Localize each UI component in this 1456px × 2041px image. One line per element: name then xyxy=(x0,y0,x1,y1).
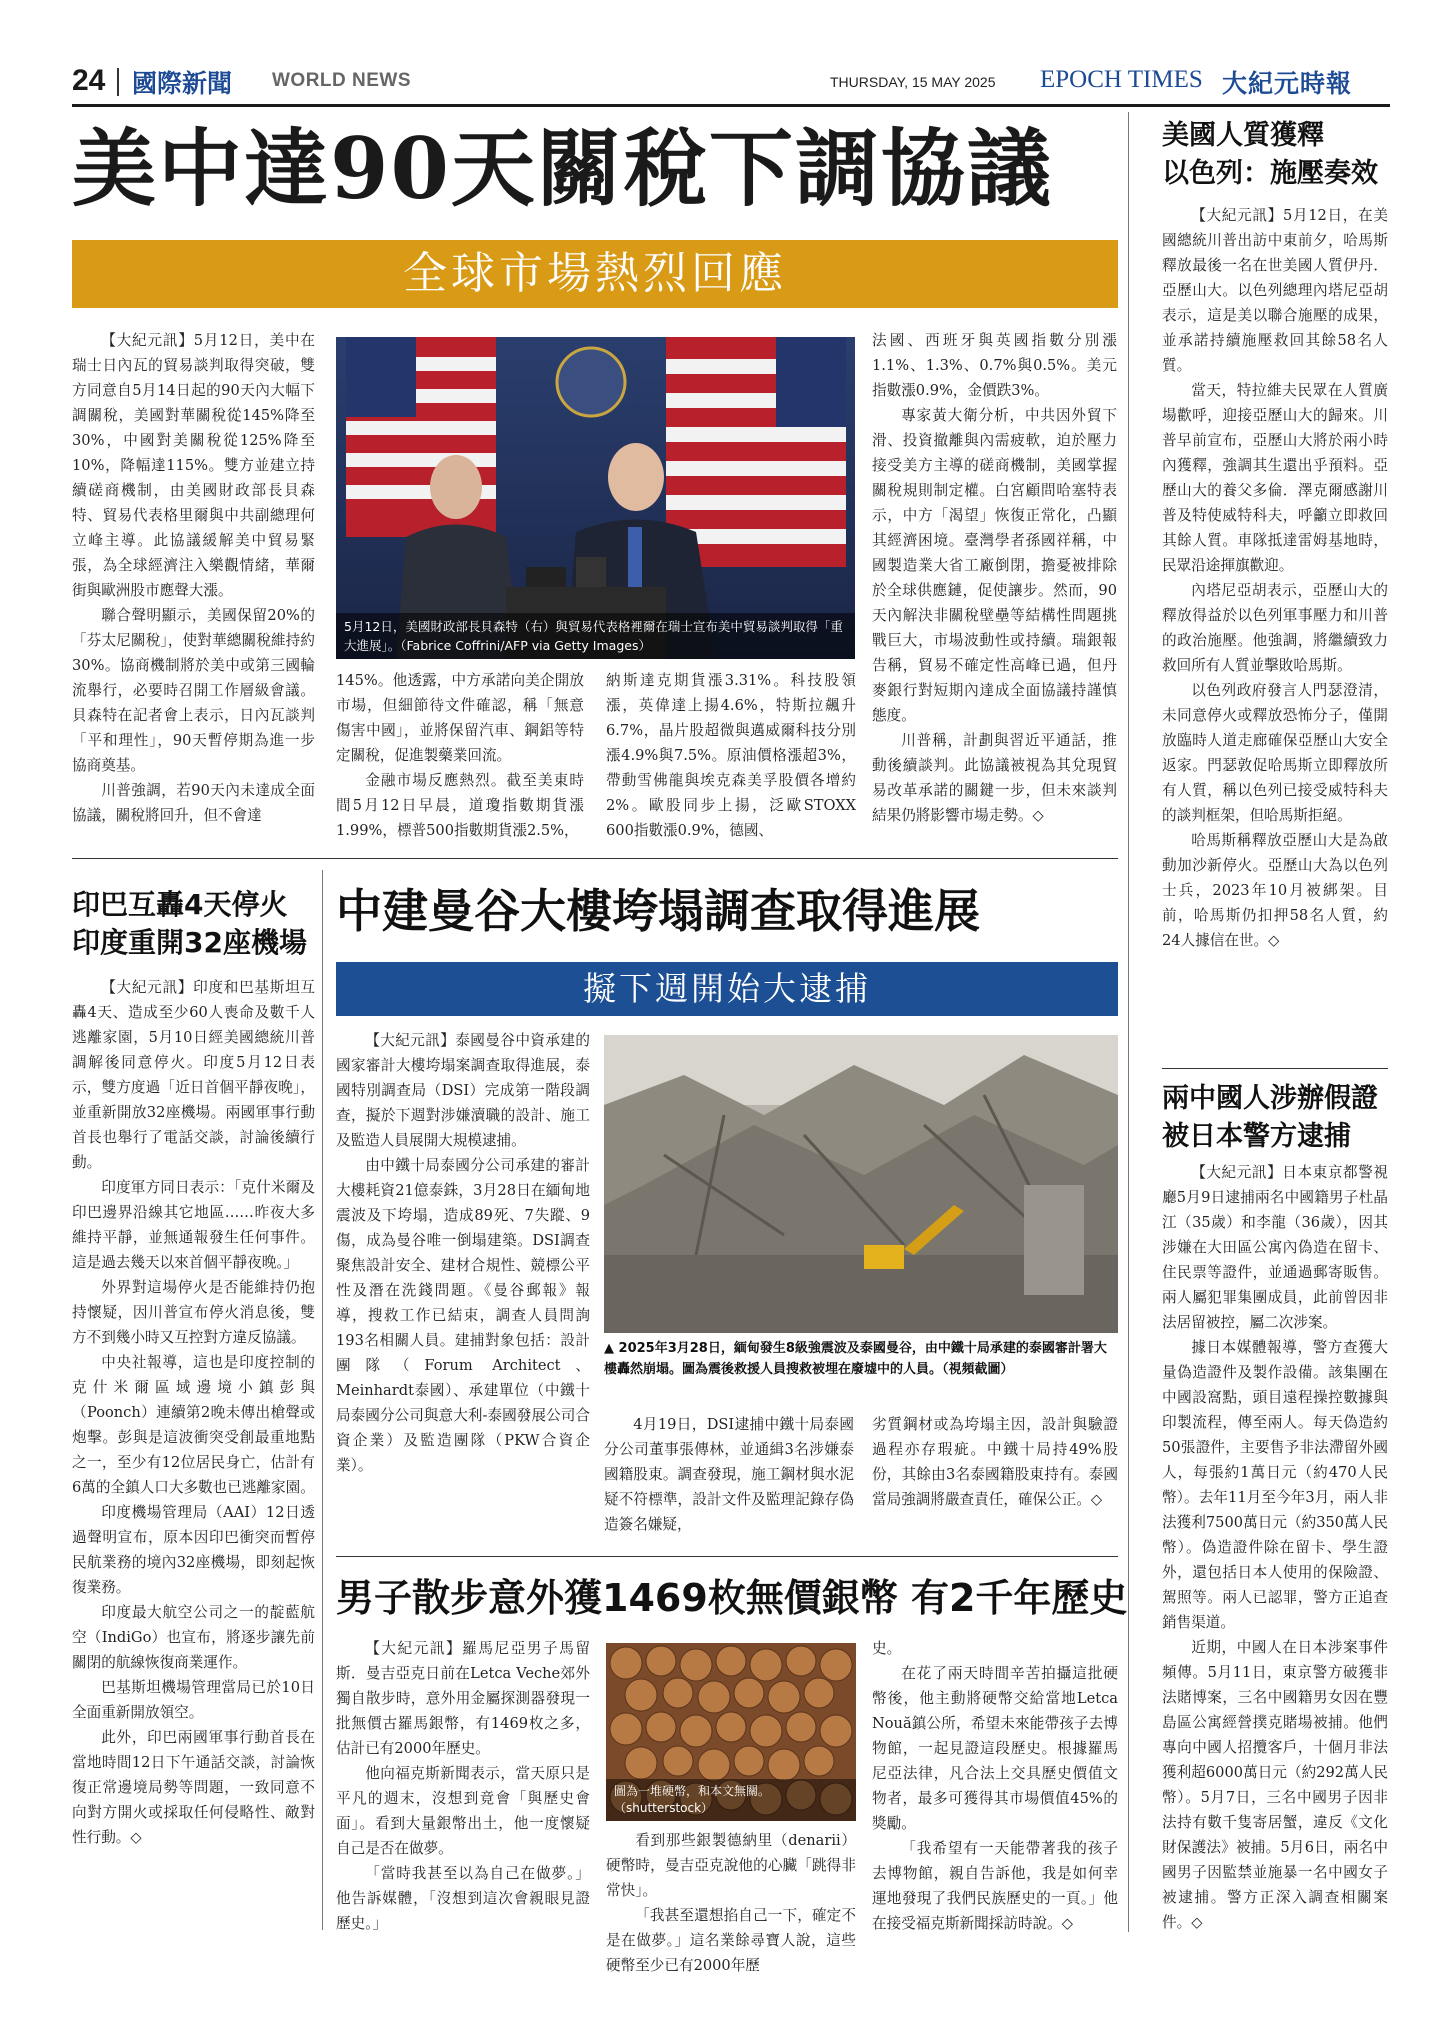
paragraph: 【大紀元訊】泰國曼谷中資承建的國家審計大樓垮塌案調查取得進展，泰國特別調查局（DSI）完成第一階段調查，擬於下週對涉嫌瀆職的設計、施工及監造人員展開大規模逮捕。 xyxy=(336,1032,590,1149)
paragraph: 川普強調，若90天內未達成全面協議，關稅將回升，但不會達 xyxy=(72,782,315,824)
india-headline-line1: 印巴互轟4天停火 xyxy=(72,888,288,921)
japan-headline-line1: 兩中國人涉辦假證 xyxy=(1162,1083,1378,1114)
paragraph: 【大紀元訊】日本東京都警視廳5月9日逮捕兩名中國籍男子杜晶江（35歲）和李龍（36歲），因其涉嫌在大田區公寓內偽造在留卡、住民票等證件，並通過郵寄販售。兩人屬犯罪集團成員，此前曾因非法居留被控，屬二次涉案。 xyxy=(1162,1164,1388,1331)
header-rule xyxy=(72,104,1390,107)
bangkok-subhead: 擬下週開始大逮捕 xyxy=(336,962,1118,1016)
lead-column-3 xyxy=(606,668,856,843)
paragraph: 哈馬斯稱釋放亞歷山大是為啟動加沙新停火。亞歷山大為以色列士兵，2023年10月被綁架。目前，哈馬斯仍扣押58名人質，約24人據信在世。◇ xyxy=(1162,832,1388,949)
collapse-rubble-image xyxy=(604,1035,1118,1333)
section-rule xyxy=(1162,1068,1388,1069)
masthead-en: EPOCH TIMES xyxy=(1040,66,1203,93)
paragraph: 「當時我甚至以為自己在做夢。」他告訴媒體，「沒想到這次會親眼見證歷史。」 xyxy=(336,1865,590,1932)
paragraph: 看到那些銀製德納里（denarii）硬幣時，曼吉亞克說他的心臟「跳得非常快」。 xyxy=(606,1832,856,1899)
paragraph: 【大紀元訊】5月12日，美中在瑞士日內瓦的貿易談判取得突破，雙方同意自5月14日起的90天內大幅下調關稅，美國對華關稅從145%降至30%，中國對美關稅從125%降至10%，降幅達115%。雙方並建立持續磋商機制，由美國財政部長貝森特、貿易代表格里爾與中共副總理何立峰主導。此協議緩解美中貿易緊張，為全球經濟注入樂觀情緒，華爾街與歐洲股市應聲大漲。 xyxy=(72,332,315,599)
paragraph: 當天，特拉維夫民眾在人質廣場歡呼，迎接亞歷山大的歸來。川普早前宣布，亞歷山大將於兩小時內獲釋，強調其生還出乎預料。亞歷山大的養父多倫．澤克爾感謝川普及特使威特科夫，呼籲立即救回其餘人質。車隊抵達雷姆基地時，民眾沿途揮旗歡迎。 xyxy=(1162,382,1388,574)
paragraph: 此外，印巴兩國軍事行動首長在當地時間12日下午通話交談，討論恢復正常邊境局勢等問題，一致同意不向對方開火或採取任何侵略性、敵對性行動。◇ xyxy=(72,1729,315,1846)
section-title-en: WORLD NEWS xyxy=(272,70,412,91)
paragraph: 金融市場反應熱烈。截至美東時間5月12日早晨，道瓊指數期貨漲1.99%，標普500指數期貨漲2.5%， xyxy=(336,772,584,839)
coins-column-1 xyxy=(336,1636,590,1936)
paragraph: 內塔尼亞胡表示，亞歷山大的釋放得益於以色列軍事壓力和川普的政治施壓。他強調，將繼續致力救回所有人質並擊敗哈馬斯。 xyxy=(1162,582,1388,674)
bangkok-headline: 中建曼谷大樓垮塌調查取得進展 xyxy=(336,884,980,938)
paragraph: 川普稱，計劃與習近平通話，推動後續談判。此協議被視為其兌現貿易改革承諾的關鍵一步，但未來談判結果仍將影響市場走勢。◇ xyxy=(872,732,1117,824)
paragraph: 印度機場管理局（AAI）12日透過聲明宣布，原本因印巴衝突而暫停民航業務的境內32座機場，即刻起恢復業務。 xyxy=(72,1504,315,1596)
paragraph: 145%。他透露，中方承諾向美企開放市場，但細節待文件確認，稱「無意傷害中國」，並將保留汽車、鋼鋁等特定關稅，促進製藥業回流。 xyxy=(336,672,584,764)
coins-column-3 xyxy=(872,1636,1118,1936)
lead-column-2 xyxy=(336,668,584,843)
issue-date: THURSDAY, 15 MAY 2025 xyxy=(830,74,996,90)
lead-headline: 美中達90天關稅下調協議 xyxy=(72,119,1053,218)
page-number: 24 xyxy=(72,64,106,97)
paragraph: 專家黃大衛分析，中共因外貿下滑、投資撤離與內需疲軟，迫於壓力接受美方主導的磋商機制，美國掌握關稅規則制定權。白宮顧問哈塞特表示，中方「渴望」恢復正常化，凸顯其經濟困境。臺灣學者孫國祥稱，中國製造業大省工廠倒閉，擔憂被排除於全球供應鏈，促使讓步。然而，90天內解決非關稅壁壘等結構性問題挑戰巨大，市場波動性或持續。瑞銀報告稱，貿易不確定性高峰已過，但丹麥銀行對短期內達成全面協議持謹慎態度。 xyxy=(872,407,1117,724)
paragraph: 中央社報導，這也是印度控制的克什米爾區域邊境小鎮彭與（Poonch）連續第2晚未傳出槍聲或炮擊。彭與是這波衝突受創最重地點之一，至少有12位居民身亡，估計有6萬的全鎮人口大多數也已逃離家園。 xyxy=(72,1354,315,1496)
japan-headline-line2: 被日本警方逮捕 xyxy=(1162,1121,1351,1152)
bangkok-photo-caption: ▲ 2025年3月28日，緬甸發生8級強震波及泰國曼谷，由中鐵十局承建的泰國審計署大樓轟然崩塌。圖為震後救援人員搜救被埋在廢墟中的人員。（視頻截圖） xyxy=(604,1341,1107,1377)
hostage-headline-line1: 美國人質獲釋 xyxy=(1162,120,1324,151)
lead-photo-caption: 5月12日，美國財政部長貝森特（右）與貿易代表格裡爾在瑞士宣布美中貿易談判取得「重大進展」。（Fabrice Coffrini/AFP via Getty Images） xyxy=(336,613,855,659)
paragraph: 印度最大航空公司之一的靛藍航空（IndiGo）也宣布，將逐步讓先前關閉的航線恢復商業運作。 xyxy=(72,1604,315,1671)
bangkok-column-3 xyxy=(872,1412,1118,1512)
paragraph: 巴基斯坦機場管理當局已於10日全面重新開放領空。 xyxy=(72,1679,315,1721)
paragraph: 「我甚至還想掐自己一下，確定不是在做夢。」這名業餘尋寶人說，這些硬幣至少已有2000年歷 xyxy=(606,1907,856,1974)
paragraph: 他向福克斯新聞表示，當天原只是平凡的週末，沒想到竟會「與歷史會面」。看到大量銀幣出土，他一度懷疑自己是否在做夢。 xyxy=(336,1765,590,1857)
paragraph: 【大紀元訊】羅馬尼亞男子馬留斯．曼吉亞克日前在Letca Veche郊外獨自散步時，意外用金屬探測器發現一批無價古羅馬銀幣，有1469枚之多，估計已有2000年歷史。 xyxy=(336,1640,590,1757)
lead-subhead-banner: 全球市場熱烈回應 xyxy=(72,240,1118,308)
paragraph: 劣質鋼材或為垮塌主因，設計與驗證過程亦存瑕疵。中鐵十局持49%股份，其餘由3名泰國籍股東持有。泰國當局強調將嚴查責任，確保公正。◇ xyxy=(872,1416,1118,1508)
paragraph: 史。 xyxy=(872,1640,902,1657)
paragraph: 以色列政府發言人門瑟澄清，未同意停火或釋放恐怖分子，僅開放臨時人道走廊確保亞歷山大安全返家。門瑟敦促哈馬斯立即釋放所有人質，稱以色列已接受威特科夫的談判框架，但哈馬斯拒絕。 xyxy=(1162,682,1388,824)
coins-headline: 男子散步意外獲1469枚無價銀幣 有2千年歷史 xyxy=(336,1576,1128,1620)
hostage-body xyxy=(1162,203,1388,953)
lead-column-1 xyxy=(72,328,315,828)
paragraph: 近期，中國人在日本涉案事件頻傳。5月11日，東京警方破獲非法賭博案，三名中國籍男女因在豐島區公寓經營撲克賭場被捕。他們專向中國人招攬客戶，十個月非法獲利超6000萬日元（約292萬人民幣）。5月7日，三名中國男子因非法持有數千隻寄居蟹，違反《文化財保護法》被捕。5月6日，兩名中國男子因監禁並施暴一名中國女子被逮捕。警方正深入調查相關案件。◇ xyxy=(1162,1639,1388,1931)
column-rule xyxy=(322,870,323,1930)
paragraph: 「我希望有一天能帶著我的孩子去博物館，親自告訴他，我是如何幸運地發現了我們民族歷史的一頁。」他在接受福克斯新聞採訪時說。◇ xyxy=(872,1840,1118,1932)
paragraph: 印度軍方同日表示：「克什米爾及印巴邊界沿線其它地區……昨夜大多維持平靜，並無通報發生任何事件。這是過去幾天以來首個平靜夜晚。」 xyxy=(72,1179,315,1271)
japan-body xyxy=(1162,1160,1388,1935)
paragraph: 外界對這場停火是否能維持仍抱持懷疑，因川普宣布停火消息後，雙方不到幾小時又互控對方違反協議。 xyxy=(72,1279,315,1346)
coins-photo xyxy=(606,1643,856,1821)
lead-photo xyxy=(336,337,855,659)
coins-photo-caption: 圖為一堆硬幣，和本文無關。（shutterstock） xyxy=(606,1779,856,1821)
press-conference-image xyxy=(336,337,855,659)
bangkok-photo xyxy=(604,1035,1118,1333)
paragraph: 由中鐵十局泰國分公司承建的審計大樓耗資21億泰銖，3月28日在緬甸地震波及下垮塌，造成89死、7失蹤、9傷，成為曼谷唯一倒塌建築。DSI調查聚焦設計安全、建材合規性、競標公平性及潛在洗錢問題。《曼谷郵報》報導，搜救工作已結束，調查人員問詢193名相關人員。建捕對象包括：設計團隊（Forum Architect、Meinhardt泰國）、承建單位（中鐵十局泰國分公司與意大利-泰國發展公司合資企業）及監造團隊（PKW合資企業）。 xyxy=(336,1157,590,1474)
india-body xyxy=(72,975,315,1850)
coins-column-2 xyxy=(606,1828,856,1978)
section-rule xyxy=(336,1556,1118,1557)
bangkok-column-1 xyxy=(336,1028,590,1478)
header-separator xyxy=(117,68,119,96)
paragraph: 【大紀元訊】印度和巴基斯坦互轟4天、造成至少60人喪命及數千人逃離家園，5月10日經美國總統川普調解後同意停火。印度5月12日表示，雙方度過「近日首個平靜夜晚」，並重新開放32座機場。兩國軍事行動首長也舉行了電話交談，討論後續行動。 xyxy=(72,979,315,1171)
section-title-zh: 國際新聞 xyxy=(132,69,233,98)
lead-column-4 xyxy=(872,328,1117,828)
masthead-zh: 大紀元時報 xyxy=(1222,69,1353,98)
hostage-headline xyxy=(1162,117,1392,193)
paragraph: 4月19日，DSI逮捕中鐵十局泰國分公司董事張傳林，並通緝3名涉嫌泰國籍股東。調查發現，施工鋼材與水泥疑不符標準，設計文件及監理記錄存偽造簽名嫌疑， xyxy=(604,1416,854,1533)
bangkok-column-2 xyxy=(604,1412,854,1537)
paragraph: 聯合聲明顯示，美國保留20%的「芬太尼關稅」，使對華總關稅維持約30%。協商機制將於美中或第三國輪流舉行，必要時召開工作層級會議。貝森特在記者會上表示，日內瓦談判「平和理性」，90天暫停期為進一步協商奠基。 xyxy=(72,607,315,774)
paragraph: 【大紀元訊】5月12日，在美國總統川普出訪中東前夕，哈馬斯釋放最後一名在世美國人質伊丹．亞歷山大。以色列總理內塔尼亞胡表示，這是美以聯合施壓的成果，並承諾持續施壓救回其餘58名人質。 xyxy=(1162,207,1388,374)
japan-headline xyxy=(1162,1080,1392,1156)
paragraph: 納斯達克期貨漲3.31%。科技股領漲，英偉達上揚4.6%，特斯拉飆升6.7%，晶片股超微與邁威爾科技分別漲4.9%與7.5%。原油價格漲超3%，帶動雪佛龍與埃克森美孚股價各增約2%。歐股同步上揚，泛歐STOXX 600指數漲0.9%，德國、 xyxy=(606,672,856,839)
column-rule xyxy=(1128,112,1129,1932)
hostage-headline-line2: 以色列：施壓奏效 xyxy=(1162,158,1378,189)
india-headline xyxy=(72,886,322,962)
india-headline-line2: 印度重開32座機場 xyxy=(72,926,307,959)
paragraph: 據日本媒體報導，警方查獲大量偽造證件及製作設備。該集團在中國設窩點，頭目遠程操控數據與印製流程，傳至兩人。每天偽造約50張證件，主要售予非法滯留外國人，每張約1萬日元（約470人民幣）。去年11月至今年3月，兩人非法獲利7500萬日元（約350萬人民幣）。偽造證件除在留卡、學生證外，還包括日本人使用的保險證、駕照等。兩人已認罪，警方正追查銷售渠道。 xyxy=(1162,1339,1388,1631)
section-rule xyxy=(72,858,1118,859)
paragraph: 在花了兩天時間辛苦拍攝這批硬幣後，他主動將硬幣交給當地Letca Nouă鎮公所，希望未來能帶孩子去博物館，一起見證這段歷史。根據羅馬尼亞法律，凡合法上交具歷史價值文物者，最多可獲得其市場價值45%的獎勵。 xyxy=(872,1665,1118,1832)
paragraph: 法國、西班牙與英國指數分別漲1.1%、1.3%、0.7%與0.5%。美元指數漲0.9%，金價跌3%。 xyxy=(872,332,1117,399)
